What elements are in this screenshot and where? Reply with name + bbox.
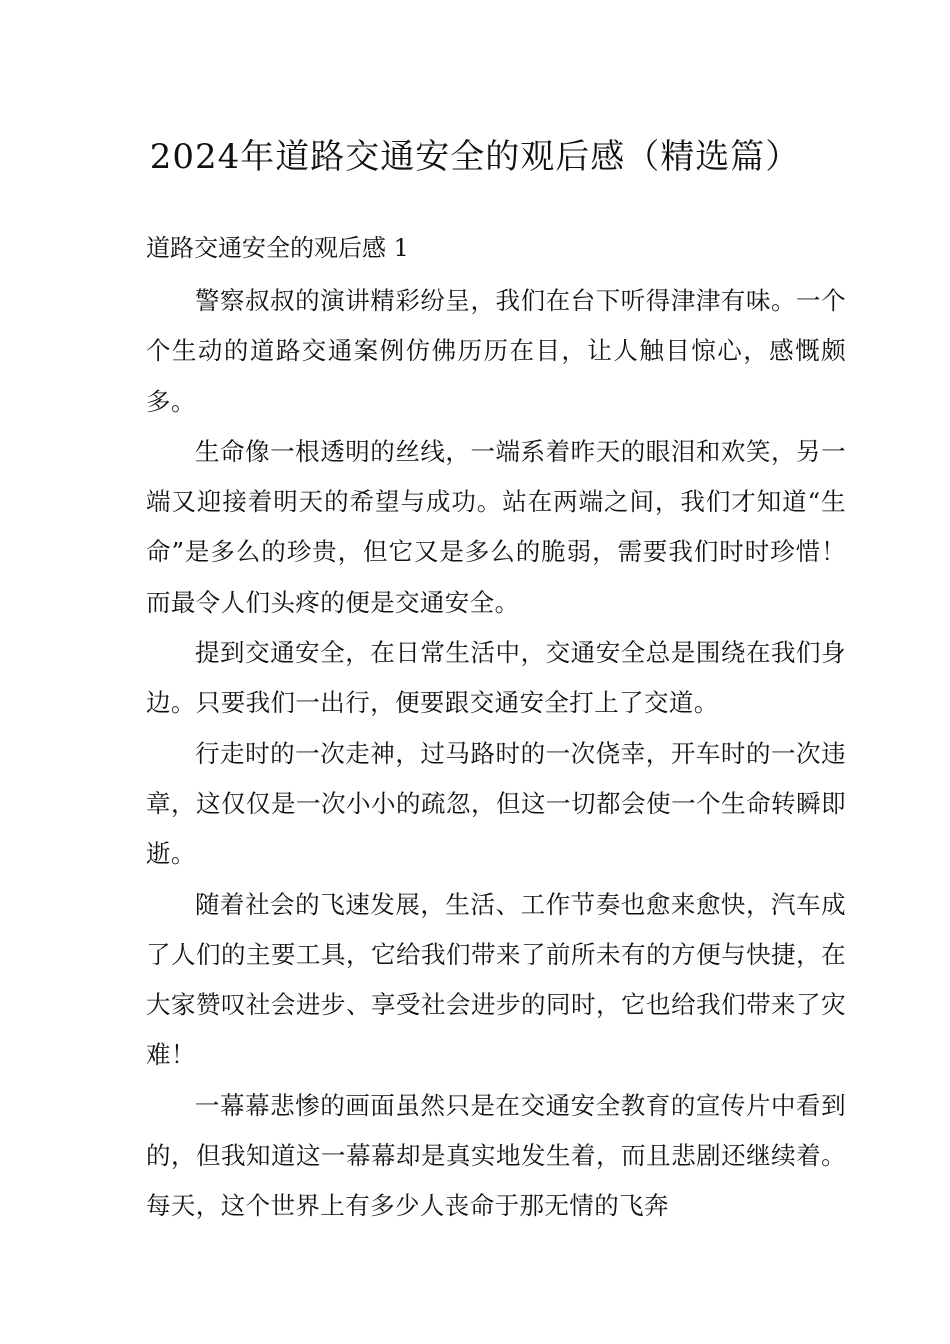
paragraph: 行走时的一次走神，过马路时的一次侥幸，开车时的一次违章，这仅仅是一次小小的疏忽，但这一切都会使一个生命转瞬即逝。: [146, 738, 846, 869]
section-heading: 道路交通安全的观后感 1: [146, 234, 409, 262]
paragraph: 生命像一根透明的丝线，一端系着昨天的眼泪和欢笑，另一端又迎接着明天的希望与成功。站在两端之间，我们才知道“生命”是多么的珍贵，但它又是多么的脆弱，需要我们时时珍惜！而最令人们头疼的便是交通安全。: [146, 436, 846, 617]
paragraph: 警察叔叔的演讲精彩纷呈，我们在台下听得津津有味。一个个生动的道路交通案例仿佛历历在目，让人触目惊心，感慨颇多。: [146, 286, 846, 416]
paragraph: 一幕幕悲惨的画面虽然只是在交通安全教育的宣传片中看到的，但我知道这一幕幕却是真实地发生着，而且悲剧还继续着。每天，这个世界上有多少人丧命于那无情的飞奔: [146, 1090, 846, 1221]
paragraph: 随着社会的飞速发展，生活、工作节奏也愈来愈快，汽车成了人们的主要工具，它给我们带来了前所未有的方便与快捷，在大家赞叹社会进步、享受社会进步的同时，它也给我们带来了灾难！: [146, 889, 846, 1070]
paragraph: 提到交通安全，在日常生活中，交通安全总是围绕在我们身边。只要我们一出行，便要跟交通安全打上了交道。: [146, 638, 846, 718]
document-title: 2024年道路交通安全的观后感（精选篇）: [149, 137, 801, 177]
document-body: [146, 276, 846, 1232]
